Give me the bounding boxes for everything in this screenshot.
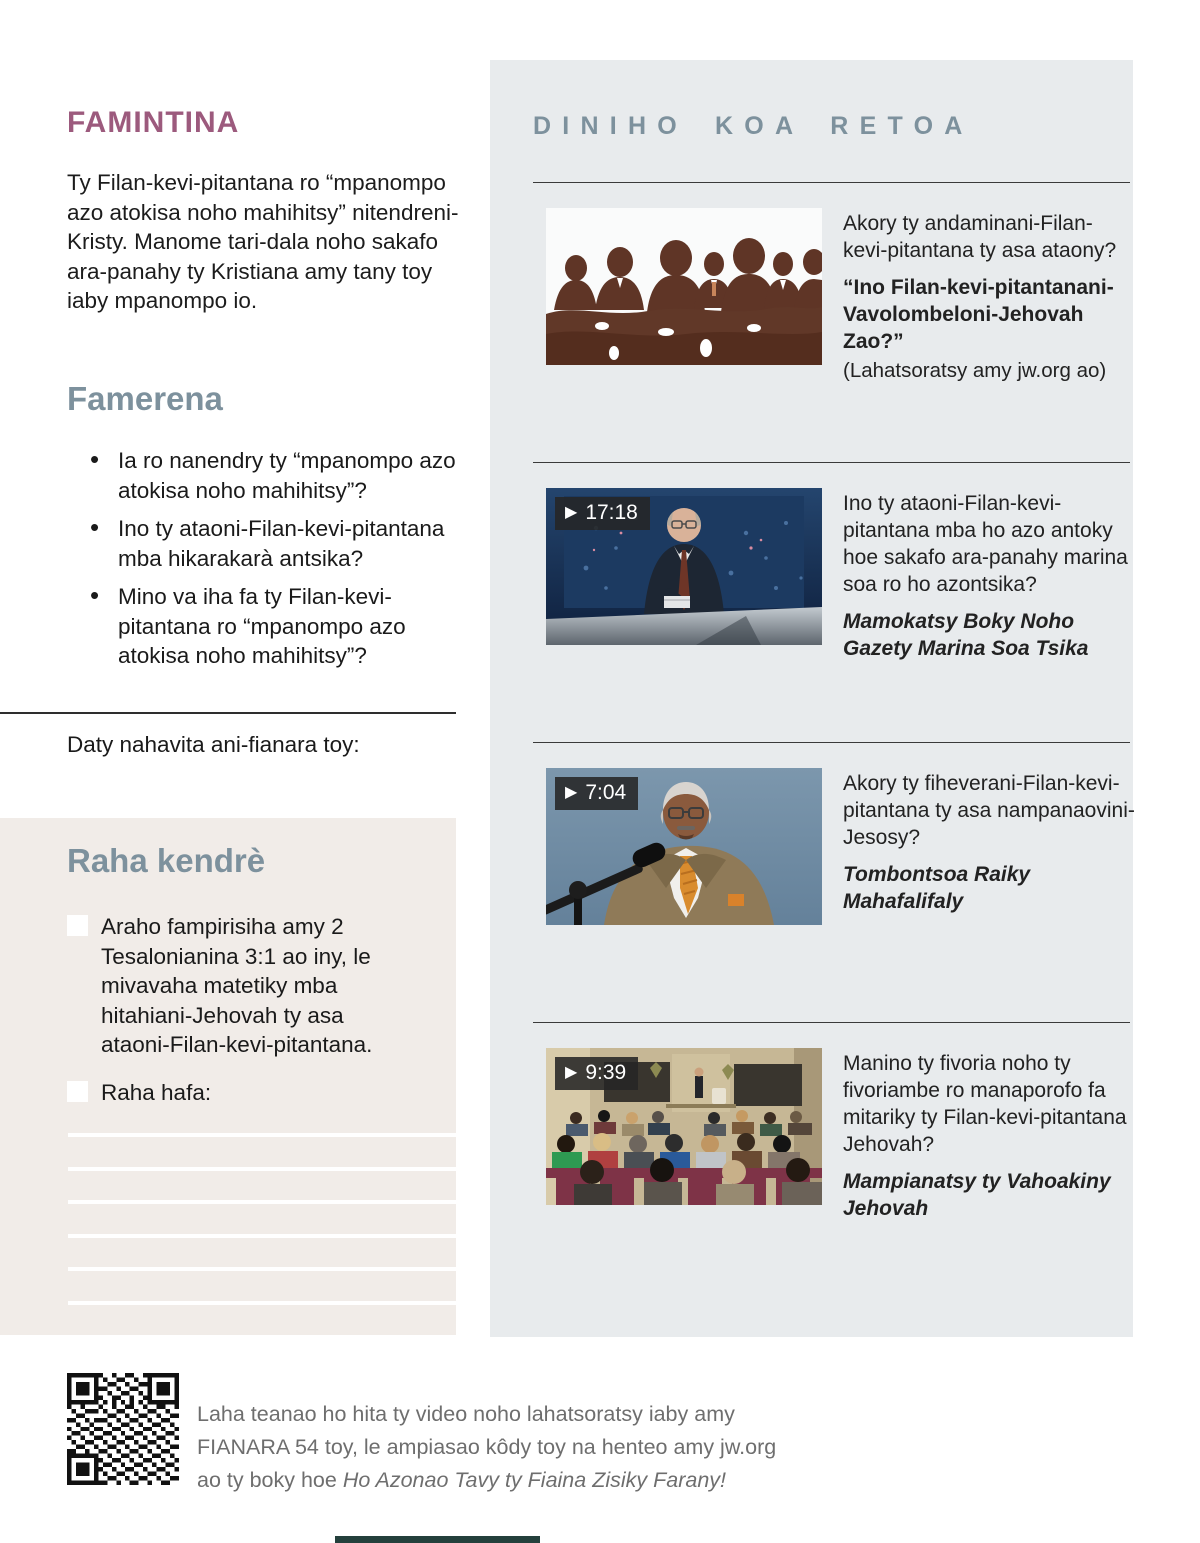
writing-line	[68, 1167, 456, 1171]
review-question-list	[90, 446, 462, 680]
media-item	[490, 208, 1133, 382]
footer-book-title: Ho Azonao Tavy ty Fiaina Zisiky Farany!	[342, 1468, 726, 1492]
goal-checkbox[interactable]	[67, 1081, 88, 1102]
writing-line	[68, 1267, 456, 1271]
writing-line	[68, 1234, 456, 1238]
review-question: • Mino va iha fa ty Filan-kevi-pitantana ro “mpanompo azo atokisa noho mahihitsy”?	[90, 582, 462, 671]
media-item	[490, 1048, 1133, 1220]
video-duration-badge	[555, 497, 650, 530]
governing-body-illustration	[546, 208, 822, 365]
goal-box	[0, 818, 456, 1335]
page-footer-bar	[335, 1536, 540, 1543]
item-question: Akory ty andaminani-Filan-kevi-pitantana ty asa ataony?	[843, 212, 1117, 262]
video-duration: 9:39	[585, 1061, 627, 1084]
famintina-heading: FAMINTINA	[67, 106, 240, 139]
goal-item-label: Raha hafa:	[101, 1080, 212, 1105]
media-item	[490, 768, 1133, 925]
panel-heading: DINIHO KOA RETOA	[533, 112, 974, 140]
interview-video-thumbnail[interactable]	[546, 768, 822, 925]
qr-code	[67, 1373, 179, 1485]
media-item	[490, 488, 1133, 660]
item-title: Mamokatsy Boky Noho Gazety Marina Soa Tsika	[843, 610, 1089, 660]
writing-line	[68, 1200, 456, 1204]
panel-divider	[533, 462, 1130, 463]
video-duration-badge	[555, 777, 638, 810]
review-question: • Ino ty ataoni-Filan-kevi-pitantana mba hikarakarà antsika?	[90, 514, 462, 573]
watch-also-panel	[490, 60, 1133, 1337]
goal-item	[67, 1078, 411, 1108]
summary-paragraph: Ty Filan-kevi-pitantana ro “mpanompo azo atokisa noho mahihitsy” nitendreni-Kristy. Manome tari-dala noho sakafo ara-panahy ty Kristiana amy tany toy iaby mpanompo io.	[67, 170, 459, 313]
video-duration-badge	[555, 1057, 638, 1090]
broadcasting-video-thumbnail[interactable]	[546, 488, 822, 645]
footer-note-text: Laha teanao ho hita ty video noho lahatsoratsy iaby amy FIANARA 54 toy, le ampiasao kôdy toy na henteo amy jw.org ao ty boky hoe	[197, 1402, 777, 1492]
goal-item-label: Araho fampirisiha amy 2 Tesalonianina 3:1 ao iny, le mivavaha matetiky mba hitahiani-Jehovah ty asa ataoni-Filan-kevi-pitantana.	[101, 914, 373, 1057]
video-duration: 7:04	[585, 781, 627, 804]
goal-item	[67, 912, 411, 1060]
play-icon: ▶	[565, 784, 578, 801]
famerena-heading: Famerena	[67, 380, 223, 417]
goal-checkbox[interactable]	[67, 915, 88, 936]
play-icon: ▶	[565, 1064, 578, 1081]
completion-date-label: Daty nahavita ani-fianara toy:	[67, 732, 360, 757]
writing-line	[68, 1133, 456, 1137]
video-duration: 17:18	[585, 501, 638, 524]
review-question: • Ia ro nanendry ty “mpanompo azo atokisa noho mahihitsy”?	[90, 446, 462, 505]
item-title: Mampianatsy ty Vahoakiny Jehovah	[843, 1170, 1111, 1220]
item-title: “Ino Filan-kevi-pitantanani-Vavolombeloni-Jehovah Zao?”	[843, 276, 1114, 353]
left-divider	[0, 712, 456, 714]
item-note: (Lahatsoratsy amy jw.org ao)	[843, 359, 1107, 382]
writing-line	[68, 1301, 456, 1305]
item-title: Tombontsoa Raiky Mahafalifaly	[843, 863, 1031, 913]
governing-body-illustration-thumbnail[interactable]	[546, 208, 822, 365]
panel-divider	[533, 1022, 1130, 1023]
play-icon: ▶	[565, 504, 578, 521]
footer-note	[197, 1398, 782, 1497]
item-question: Manino ty fivoria noho ty fivoriambe ro manaporofo fa mitariky ty Filan-kevi-pitantana Jehovah?	[843, 1052, 1127, 1156]
panel-divider	[533, 182, 1130, 183]
item-question: Akory ty fiheverani-Filan-kevi-pitantana ty asa nampanaovini-Jesosy?	[843, 772, 1135, 849]
meeting-video-thumbnail[interactable]	[546, 1048, 822, 1205]
panel-divider	[533, 742, 1130, 743]
item-question: Ino ty ataoni-Filan-kevi-pitantana mba ho azo antoky hoe sakafo ara-panahy marina soa ro ho azontsika?	[843, 492, 1128, 596]
goal-box-heading: Raha kendrè	[67, 842, 266, 879]
